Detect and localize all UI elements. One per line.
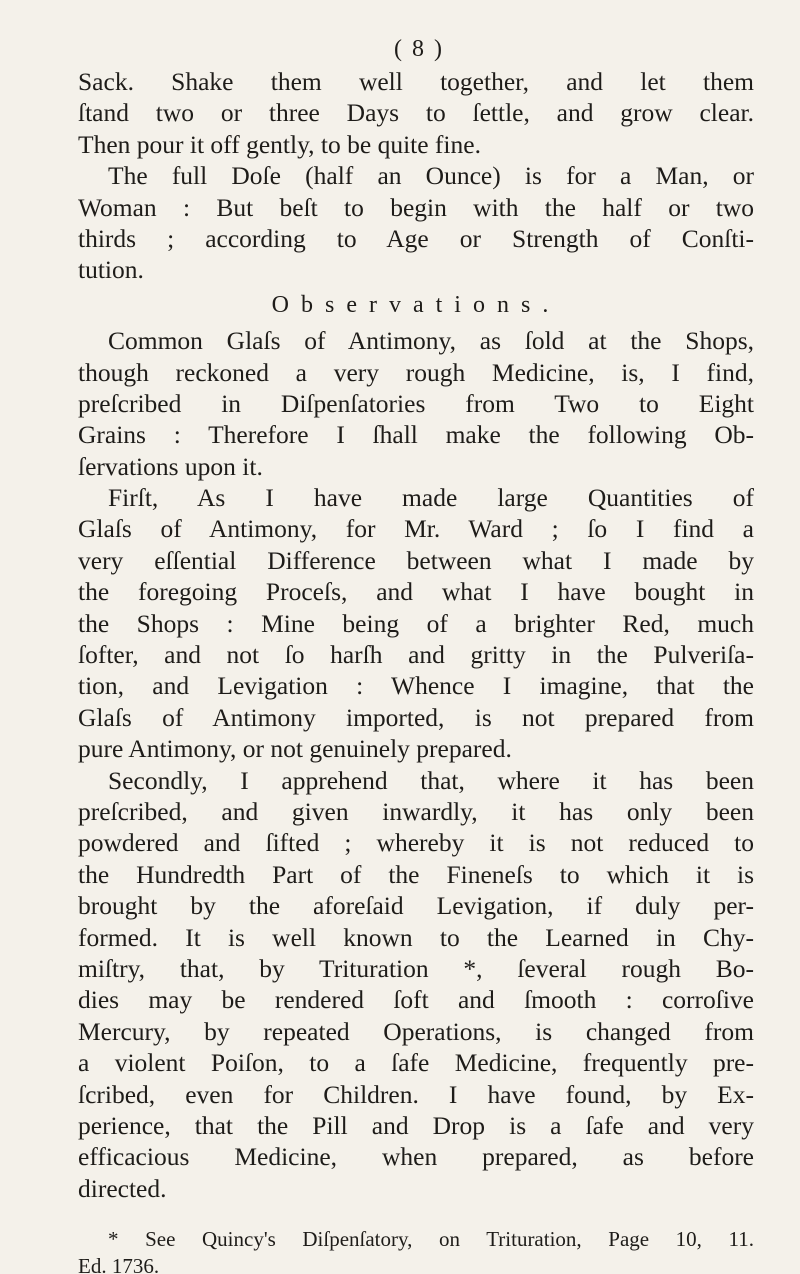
text-line: ſervations upon it. <box>78 451 263 481</box>
text-line: brought by the aforeſaid Levigation, if duly per- <box>78 891 754 921</box>
section-heading: Observations. <box>271 291 561 318</box>
text-line: directed. <box>78 1173 167 1203</box>
text-line: Secondly, I apprehend that, where it has been <box>108 765 754 795</box>
text-line: dies may be rendered ſoft and ſmooth : corroſive <box>78 985 754 1015</box>
text-line: tution. <box>78 255 144 285</box>
page-number: ( 8 ) <box>394 36 444 62</box>
paragraph-4 <box>78 482 760 765</box>
text-line: the Hundredth Part of the Fineneſs to which it is <box>78 859 754 889</box>
text-line: the Shops : Mine being of a brighter Red, much <box>78 608 754 638</box>
text-line: ſcribed, even for Children. I have found, by Ex- <box>78 1079 754 1109</box>
text-line: formed. It is well known to the Learned in Chy- <box>78 922 754 952</box>
text-line: powdered and ſifted ; whereby it is not reduced to <box>78 828 754 858</box>
text-line: tion, and Levigation : Whence I imagine, that the <box>78 671 754 701</box>
text-line: pure Antimony, or not genuinely prepared. <box>78 734 512 764</box>
text-line: Then pour it off gently, to be quite fine. <box>78 129 481 159</box>
paragraph-2 <box>78 160 760 286</box>
text-line: Woman : But beſt to begin with the half or two <box>78 192 754 222</box>
text-line: Glaſs of Antimony imported, is not prepared from <box>78 702 754 732</box>
text-line: preſcribed in Diſpenſatories from Two to Eight <box>78 388 754 418</box>
text-line: Common Glaſs of Antimony, as ſold at the Shops, <box>108 326 754 356</box>
text-line: efficacious Medicine, when prepared, as before <box>78 1142 754 1172</box>
text-line: Glaſs of Antimony, for Mr. Ward ; ſo I find a <box>78 514 754 544</box>
text-line: miſtry, that, by Trituration *, ſeveral rough Bo- <box>78 953 754 983</box>
text-line: though reckoned a very rough Medicine, is, I find, <box>78 357 754 387</box>
text-line: Mercury, by repeated Operations, is changed from <box>78 1016 754 1046</box>
text-line: ſtand two or three Days to ſettle, and grow clear. <box>78 98 754 128</box>
text-line: Sack. Shake them well together, and let them <box>78 67 754 96</box>
text-line: the foregoing Proceſs, and what I have bought in <box>78 577 754 607</box>
text-line: preſcribed, and given inwardly, it has only been <box>78 796 754 826</box>
text-line: Firſt, As I have made large Quantities of <box>108 483 754 513</box>
paragraph-1 <box>78 66 760 160</box>
text-line: The full Doſe (half an Ounce) is for a Man, or <box>108 161 754 191</box>
paragraph-5 <box>78 765 760 1204</box>
footnote-line: * See Quincy's Diſpenſatory, on Trituration, Page 10, 11. <box>108 1227 754 1252</box>
paragraph-3 <box>78 325 760 482</box>
text-line: ſofter, and not ſo harſh and gritty in the Pulveriſa- <box>78 640 754 670</box>
footnote <box>78 1226 760 1274</box>
text-line: Grains : Therefore I ſhall make the following Ob- <box>78 420 754 450</box>
text-line: very eſſential Difference between what I made by <box>78 545 754 575</box>
text-line: perience, that the Pill and Drop is a ſafe and very <box>78 1110 754 1140</box>
text-line: thirds ; according to Age or Strength of Conſti- <box>78 223 754 253</box>
text-line: a violent Poiſon, to a ſafe Medicine, frequently pre- <box>78 1048 754 1078</box>
footnote-line: Ed. 1736. <box>78 1254 160 1274</box>
